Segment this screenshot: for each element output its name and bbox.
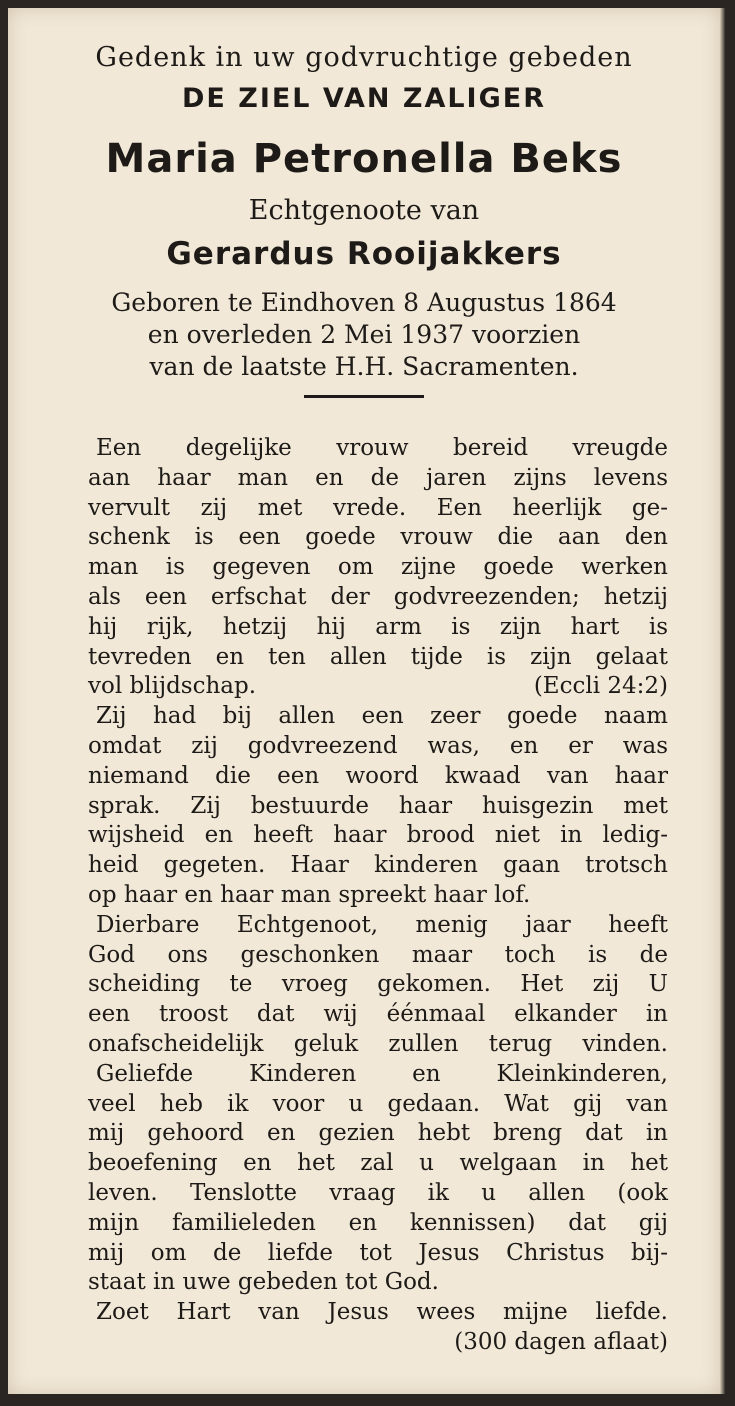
prayer-request: Gedenk in uw godvruchtige gebeden	[95, 42, 633, 73]
bio-line: van de laatste H.H. Sacramenten.	[149, 352, 579, 381]
text-line: God ons geschonken maar toch is de	[88, 941, 668, 968]
text-line: veel heb ik voor u gedaan. Wat gij van	[88, 1090, 668, 1117]
text-line: leven. Tenslotte vraag ik u allen (ook	[88, 1179, 668, 1206]
text-line: sprak. Zij bestuurde haar huisgezin met	[88, 792, 668, 819]
text-line: als een erfschat der godvreezenden; hetzij	[88, 583, 668, 610]
text-line: Geliefde Kinderen en Kleinkinderen,	[96, 1060, 668, 1087]
memorial-text	[88, 434, 668, 1358]
text-line: staat in uwe gebeden tot God.	[88, 1269, 439, 1296]
text-line: Een degelijke vrouw bereid vreugde	[96, 435, 668, 461]
text-line: schenk is een goede vrouw die aan den	[88, 524, 668, 551]
text-line: tevreden en ten allen tijde is zijn gelaat	[88, 643, 668, 670]
text-line: aan haar man en de jaren zijns levens	[88, 464, 668, 491]
text-line: beoefening en het zal u welgaan in het	[88, 1150, 668, 1177]
memorial-card	[8, 8, 720, 1394]
text-line: niemand die een woord kwaad van haar	[88, 762, 668, 789]
text-line: heid gegeten. Haar kinderen gaan trotsch	[88, 852, 668, 879]
spouse-name: Gerardus Rooijakkers	[166, 236, 562, 272]
text-line: onafscheidelijk geluk zullen terug vinden.	[88, 1030, 668, 1057]
text-line: scheiding te vroeg gekomen. Het zij U	[88, 971, 668, 998]
text-line	[88, 672, 668, 702]
scripture-citation: (Eccli 24:2)	[533, 673, 668, 700]
text-line: man is gegeven om zijne goede werken	[88, 554, 668, 581]
bio-line: Geboren te Eindhoven 8 Augustus 1864	[111, 288, 617, 317]
text-line: vervult zij met vrede. Een heerlijk ge-	[88, 494, 668, 521]
divider	[304, 395, 424, 398]
text-line: Zij had bij allen een zeer goede naam	[96, 703, 668, 730]
text-line: hij rijk, hetzij hij arm is zijn hart is	[88, 613, 668, 640]
text-fragment: vol blijdschap.	[88, 673, 257, 700]
indulgence-note: (300 dagen aflaat)	[454, 1328, 668, 1355]
text-line: mij om de liefde tot Jesus Christus bij-	[88, 1239, 668, 1266]
spouse-label: Echtgenoote van	[248, 195, 480, 226]
deceased-name: Maria Petronella Beks	[105, 136, 623, 182]
closing-prayer: Zoet Hart van Jesus wees mijne liefde.	[96, 1299, 668, 1326]
text-line: wijsheid en heeft haar brood niet in ledig-	[88, 822, 668, 849]
text-line: mijn familieleden en kennissen) dat gij	[88, 1209, 668, 1236]
bio-line: en overleden 2 Mei 1937 voorzien	[147, 320, 581, 349]
text-line: mij gehoord en gezien hebt breng dat in	[88, 1120, 668, 1147]
text-line: Dierbare Echtgenoot, menig jaar heeft	[96, 911, 668, 938]
text-line: omdat zij godvreezend was, en er was	[88, 732, 668, 759]
text-line: op haar en haar man spreekt haar lof.	[88, 881, 531, 908]
text-line: een troost dat wij éénmaal elkander in	[88, 1001, 668, 1028]
soul-heading: DE ZIEL VAN ZALIGER	[181, 83, 546, 114]
